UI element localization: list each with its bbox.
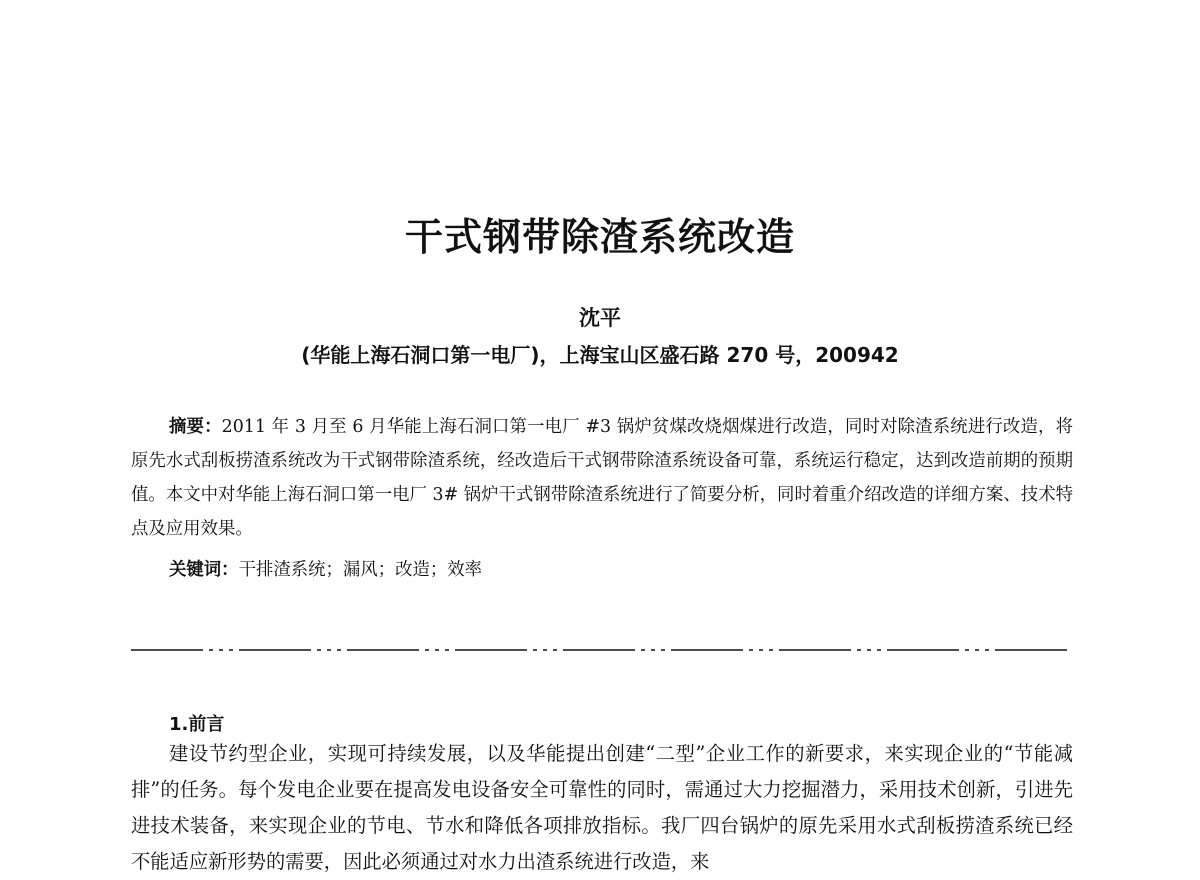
abstract <box>131 410 1073 546</box>
section-heading: 1.前言 <box>169 714 225 735</box>
section-divider <box>131 644 1073 656</box>
keywords <box>169 553 482 587</box>
abstract-text: 2011 年 3 月至 6 月华能上海石洞口第一电厂 #3 锅炉贫煤改烧烟煤进行改造，同时对除渣系统进行改造，将原先水式刮板捞渣系统改为干式钢带除渣系统，经改造后干式钢带除渣系统设备可靠，系统运行稳定，达到改造前期的预期值。本文中对华能上海石洞口第一电厂 3# 锅炉干式钢带除渣系统进行了简要分析，同时着重介绍改造的详细方案、技术特点及应用效果。 <box>131 417 1073 539</box>
abstract-label: 摘要： <box>169 417 222 437</box>
author-name: 沈平 <box>579 306 621 330</box>
author-affiliation: (华能上海石洞口第一电厂)，上海宝山区盛石路 270 号，200942 <box>301 343 899 367</box>
keywords-label: 关键词： <box>169 560 239 580</box>
keywords-text: 干排渣系统；漏风；改造；效率 <box>238 560 483 580</box>
section-body-text: 建设节约型企业，实现可持续发展，以及华能提出创建“二型”企业工作的新要求，来实现企业的“节能减排”的任务。每个发电企业要在提高发电设备安全可靠性的同时，需通过大力挖掘潜力，采用技术创新，引进先进技术装备，来实现企业的节电、节水和降低各项排放指标。我厂四台锅炉的原先采用水式刮板捞渣系统已经不能适应新形势的需要，因此必须通过对水力出渣系统进行改造，来 <box>131 742 1073 873</box>
paper-title: 干式钢带除渣系统改造 <box>404 215 795 259</box>
